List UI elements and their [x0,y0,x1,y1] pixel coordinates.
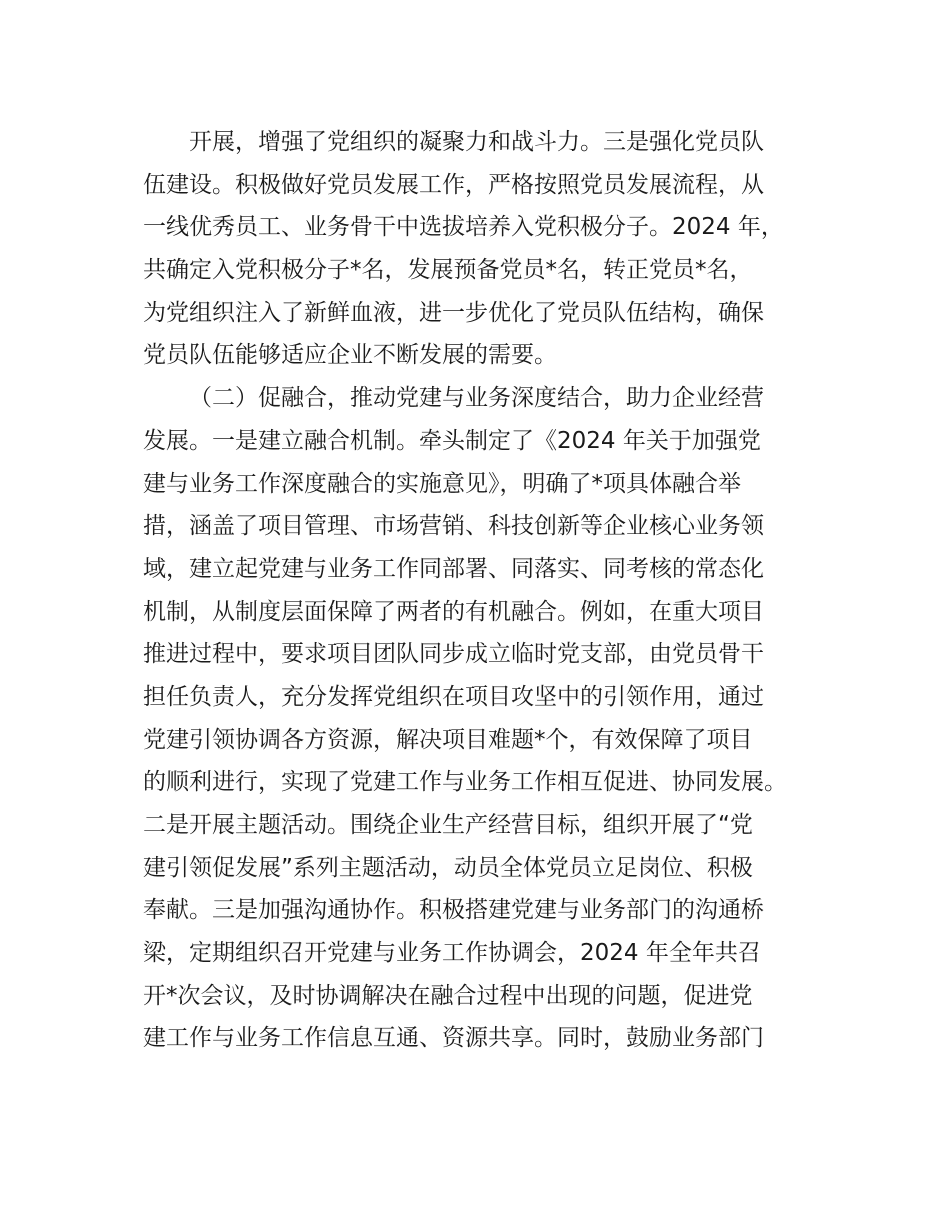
text-line: 党建引领协调各方资源，解决项目难题*个，有效保障了项目 [143,726,753,753]
text-line: 二是开展主题活动。围绕企业生产经营目标，组织开展了“党 [143,812,753,838]
body-text [143,121,813,1060]
text-line: （二）促融合，推动党建与业务深度结合，助力企业经营 [189,385,764,412]
text-line: 一线优秀员工、业务骨干中选拔培养入党积极分子。2024 年， [143,214,784,241]
text-line: 建引领促发展”系列主题活动，动员全体党员立足岗位、积极 [143,854,753,881]
text-line: 的顺利进行，实现了党建工作与业务工作相互促进、协同发展。 [143,769,787,796]
text-line: 建与业务工作深度融合的实施意见》，明确了*项具体融合举 [143,470,741,497]
text-line: 开*次会议，及时协调解决在融合过程中出现的问题，促进党 [143,982,753,1009]
text-line: 梁，定期组织召开党建与业务工作协调会，2024 年全年共召 [143,940,761,967]
text-line: 党员队伍能够适应企业不断发展的需要。 [143,342,557,369]
text-line: 共确定入党积极分子*名，发展预备党员*名，转正党员*名， [143,257,753,284]
text-line: 措，涵盖了项目管理、市场营销、科技创新等企业核心业务领 [143,513,764,540]
text-line: 为党组织注入了新鲜血液，进一步优化了党员队伍结构，确保 [143,299,764,326]
text-line: 发展。一是建立融合机制。牵头制定了《2024 年关于加强党 [143,427,761,454]
text-line: 机制，从制度层面保障了两者的有机融合。例如，在重大项目 [143,598,764,625]
text-line: 奉献。三是加强沟通协作。积极搭建党建与业务部门的沟通桥 [143,897,764,924]
text-line: 伍建设。积极做好党员发展工作，严格按照党员发展流程，从 [143,171,764,198]
text-line: 域，建立起党建与业务工作同部署、同落实、同考核的常态化 [143,555,764,582]
text-line: 建工作与业务工作信息互通、资源共享。同时，鼓励业务部门 [143,1025,764,1052]
text-line: 担任负责人，充分发挥党组织在项目攻坚中的引领作用，通过 [143,683,764,710]
text-line: 开展，增强了党组织的凝聚力和战斗力。三是强化党员队 [189,129,764,155]
text-line: 推进过程中，要求项目团队同步成立临时党支部，由党员骨干 [143,641,764,668]
